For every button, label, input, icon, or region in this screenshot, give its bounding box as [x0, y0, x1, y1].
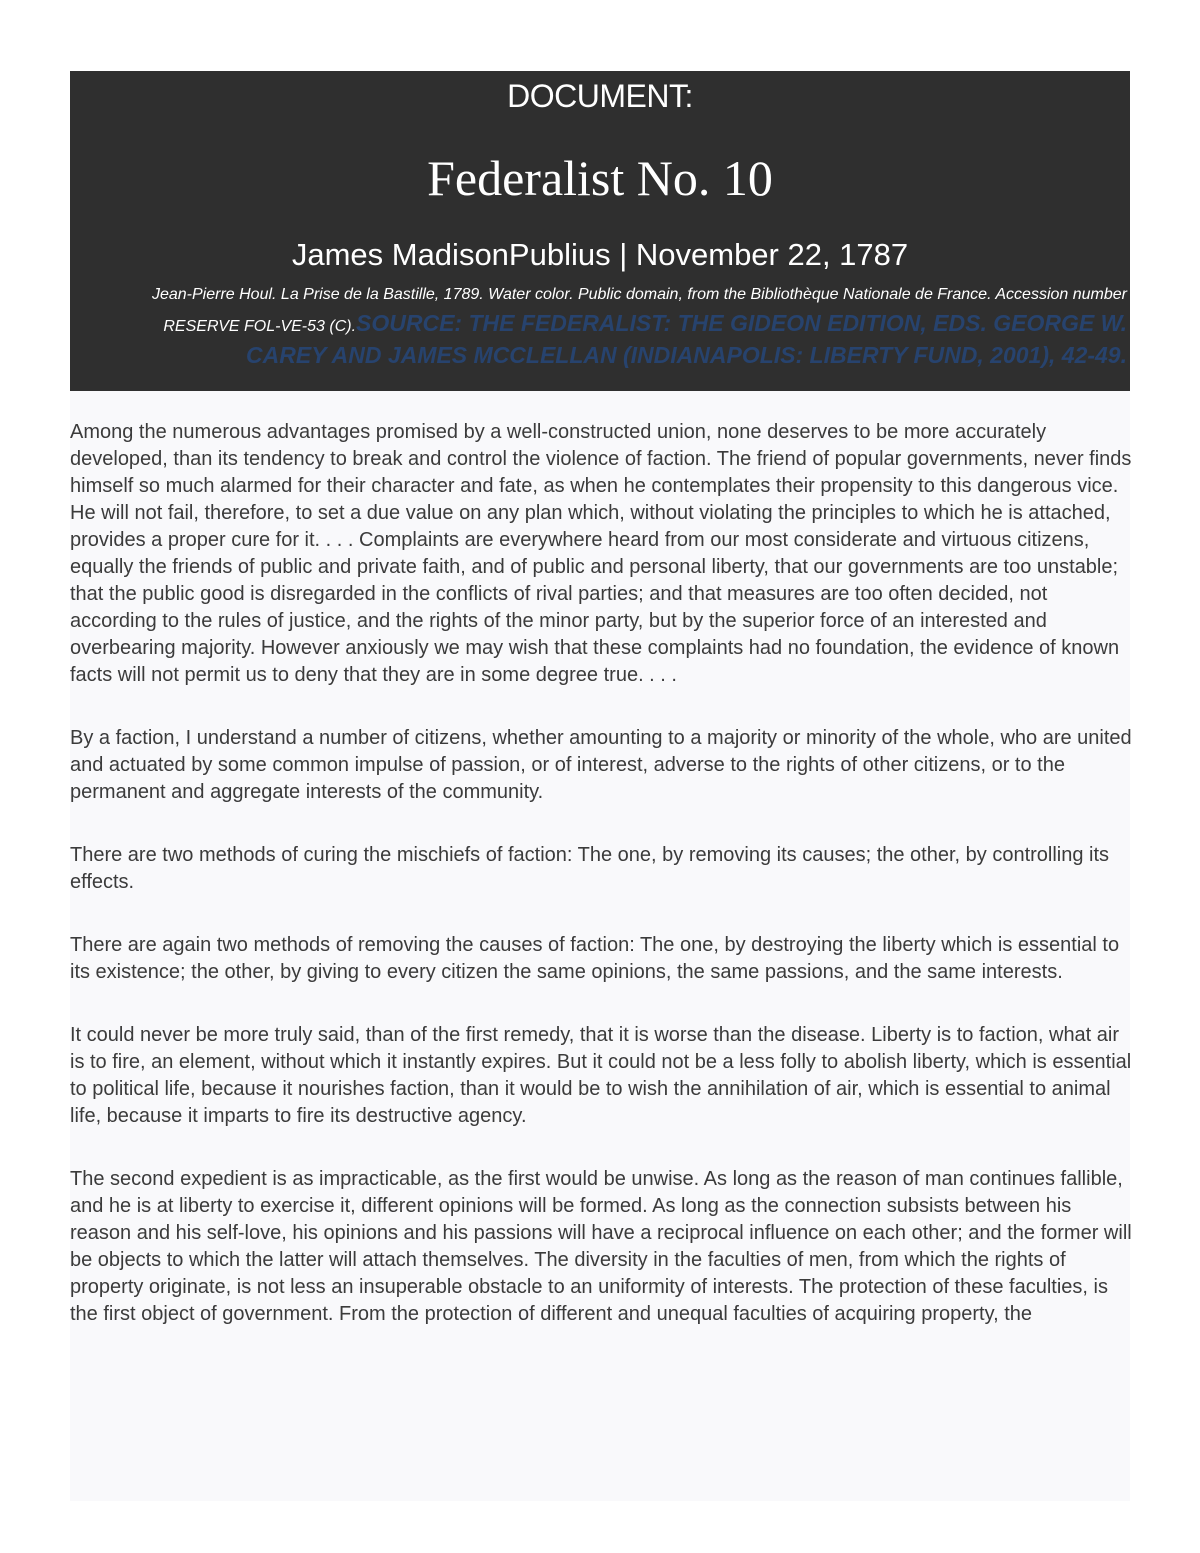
source-citation — [246, 310, 1127, 368]
image-caption — [127, 280, 1127, 373]
paragraph: Among the numerous advantages promised by a well-constructed union, none deserves to be more accurately developed, than its tendency to break and control the violence of faction. The friend of popular governments, never finds himself so much alarmed for their character and fate, as when he contemplates their propensity to this dangerous vice. He will not fail, therefore, to set a due value on any plan which, without violating the principles to which he is attached, provides a proper cure for it. . . . Complaints are everywhere heard from our most considerate and virtuous citizens, equally the friends of public and private faith, and of public and personal liberty, that our governments are too unstable; that the public good is disregarded in the conflicts of rival parties; and that measures are too often decided, not according to the rules of justice, and the rights of the minor party, but by the superior force of an interested and overbearing majority. However anxiously we may wish that these complaints had no foundation, the evidence of known facts will not permit us to deny that they are in some degree true. . . . — [70, 421, 1132, 686]
source-book-title: THE FEDERALIST: THE GIDEON EDITION, — [468, 310, 927, 336]
document-title: Federalist No. 10 — [427, 150, 773, 206]
paragraph: There are again two methods of removing the causes of faction: The one, by destroying the liberty which is essential to its existence; the other, by giving to every citizen the same opinions, the same passions, and the same interests. — [70, 934, 1120, 983]
paragraph: The second expedient is as impracticable, as the first would be unwise. As long as the reason of man continues fallible, and he is at liberty to exercise it, different opinions will be formed. As long as the connection subsists between his reason and his self-love, his opinions and his passions will have a reciprocal influence on each other; and the former will be objects to which the latter will attach themselves. The diversity in the faculties of men, from which the rights of property originate, is not less an insuperable obstacle to an uniformity of interests. The protection of these faculties, is the first object of government. From the protection of different and unequal faculties of acquiring property, the — [70, 1168, 1132, 1325]
paragraph: It could never be more truly said, than of the first remedy, that it is worse than the disease. Liberty is to faction, what air is to fire, an element, without which it instantly expires. But it could not be a less folly to abolish liberty, which is essential to political life, because it nourishes faction, than it would be to wish the annihilation of air, which is essential to animal life, because it imparts to fire its destructive agency. — [70, 1024, 1132, 1127]
caption-text: Jean-Pierre Houl. La Prise de la Bastille, 1789. Water color. Public domain, from the Bibliothèque Nationale de France. Accession number RESERVE FOL-VE-53 (C). — [151, 286, 1127, 335]
source-prefix: SOURCE: — [356, 310, 469, 336]
source-details: EDS. GEORGE W. CAREY AND JAMES MCCLELLAN (INDIANAPOLIS: LIBERTY FUND, 2001), 42-49. — [246, 310, 1127, 368]
paragraph: There are two methods of curing the mischiefs of faction: The one, by removing its causes; the other, by controlling its effects. — [70, 844, 1110, 893]
document-header — [70, 71, 1130, 391]
document-body — [70, 419, 1135, 1364]
document-label: DOCUMENT: — [507, 78, 693, 114]
paragraph: By a faction, I understand a number of citizens, whether amounting to a majority or minority of the whole, who are united and actuated by some common impulse of passion, or of interest, adverse to the rights of other citizens, or to the permanent and aggregate interests of the community. — [70, 727, 1132, 803]
author-byline: James MadisonPublius | November 22, 1787 — [291, 237, 909, 272]
